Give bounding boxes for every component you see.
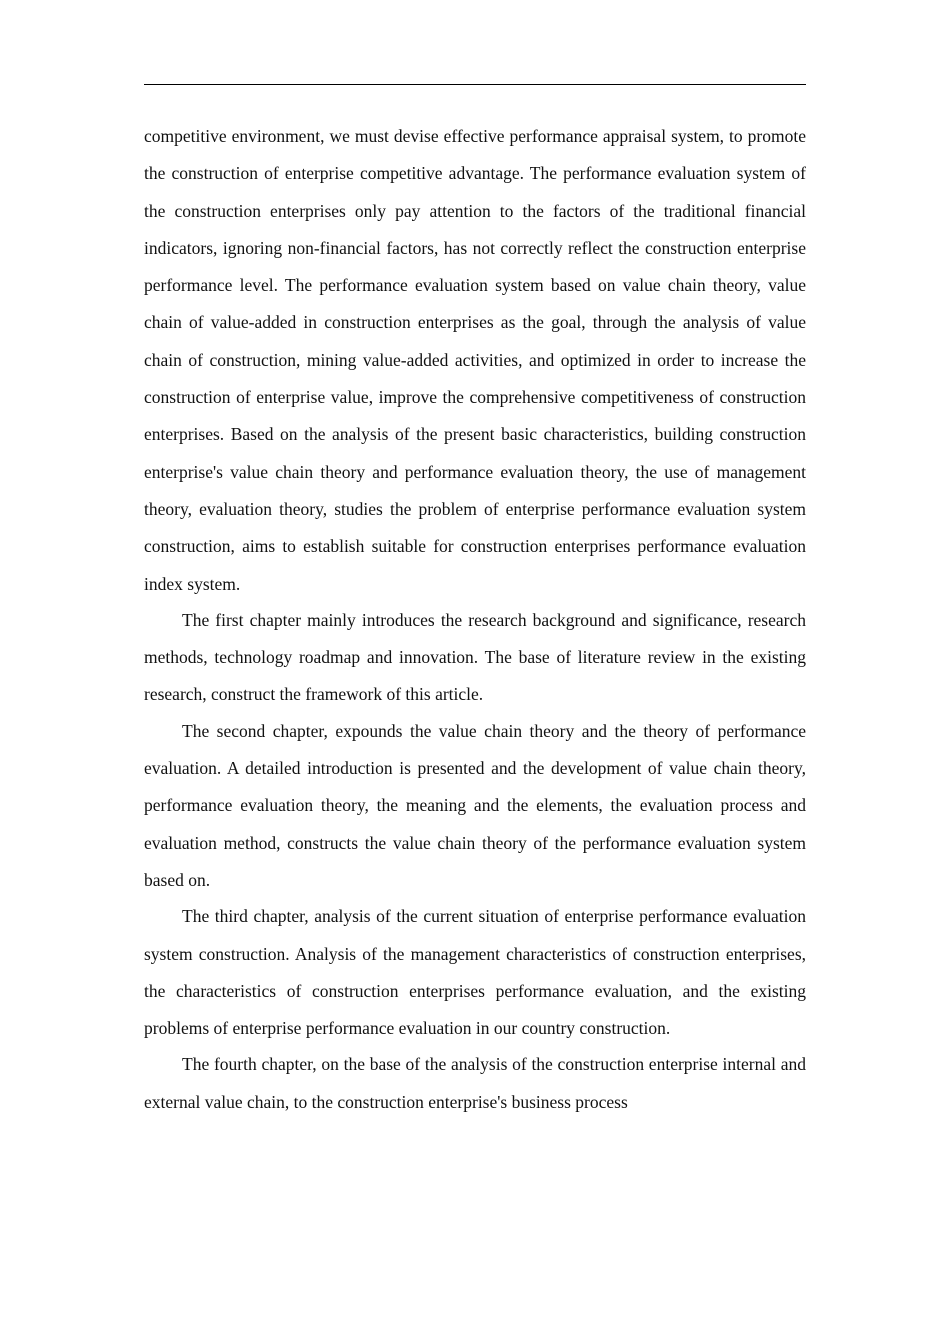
paragraph-4: The third chapter, analysis of the current situation of enterprise performance evaluation system construction. Analysis of the management characteristics of construction enterprises, the characteristics of construction enterprises performance evaluation, and the existing problems of enterprise performance evaluation in our country construction. [144, 906, 806, 1039]
paragraph-2: The first chapter mainly introduces the research background and significance, research methods, technology roadmap and innovation. The base of literature review in the existing research, construct the framework of this article. [144, 609, 806, 705]
paragraph-5: The fourth chapter, on the base of the analysis of the construction enterprise internal and external value chain, to the construction enterprise's business process [144, 1054, 806, 1112]
body-text [144, 118, 806, 1120]
document-page [144, 0, 806, 1344]
header-rule [144, 84, 806, 85]
paragraph-3: The second chapter, expounds the value chain theory and the theory of performance evaluation. A detailed introduction is presented and the development of value chain theory, performance evaluation theory, the meaning and the elements, the evaluation process and evaluation method, constructs the value chain theory of the performance evaluation system based on. [144, 720, 806, 890]
paragraph-1: competitive environment, we must devise effective performance appraisal system, to promote the construction of enterprise competitive advantage. The performance evaluation system of the construction enterprises only pay attention to the factors of the traditional financial indicators, ignoring non-financial factors, has not correctly reflect the construction enterprise performance level. The performance evaluation system based on value chain theory, value chain of value-added in construction enterprises as the goal, through the analysis of value chain of construction, mining value-added activities, and optimized in order to increase the construction of enterprise value, improve the comprehensive competitiveness of construction enterprises. Based on the analysis of the present basic characteristics, building construction enterprise's value chain theory and performance evaluation theory, the use of management theory, evaluation theory, studies the problem of enterprise performance evaluation system construction, aims to establish suitable for construction enterprises performance evaluation index system. [144, 126, 806, 594]
